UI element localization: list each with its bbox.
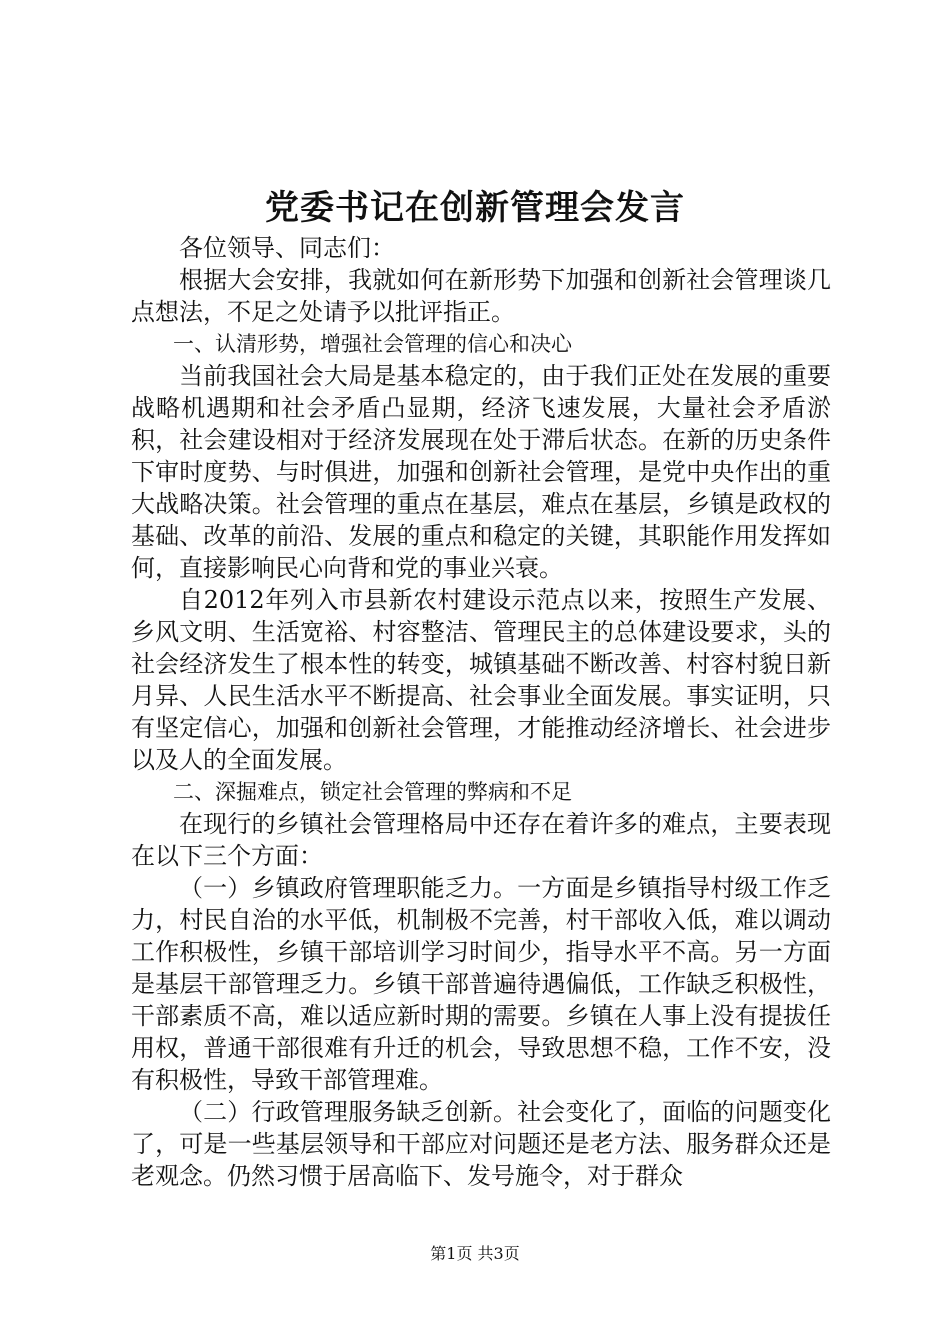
body-paragraph: 自2012年列入市县新农村建设示范点以来，按照生产发展、乡风文明、生活宽裕、村容整洁、管理民主的总体建设要求，头的社会经济发生了根本性的转变，城镇基础不断改善、村容村貌日新月异、人民生活水平不断提高、社会事业全面发展。事实证明，只有坚定信心，加强和创新社会管理，才能推动经济增长、社会进步以及人的全面发展。 — [131, 586, 831, 774]
body-paragraph: （一）乡镇政府管理职能乏力。一方面是乡镇指导村级工作乏力，村民自治的水平低，机制极不完善，村干部收入低，难以调动工作积极性，乡镇干部培训学习时间少，指导水平不高。另一方面是基层干部管理乏力。乡镇干部普遍待遇偏低，工作缺乏积极性，干部素质不高，难以适应新时期的需要。乡镇在人事上没有提拔任用权，普通干部很难有升迁的机会，导致思想不稳，工作不安，没有积极性，导致干部管理难。 — [131, 874, 831, 1094]
salutation: 各位领导、同志们： — [179, 234, 395, 262]
intro-paragraph: 根据大会安排，我就如何在新形势下加强和创新社会管理谈几点想法，不足之处请予以批评指正。 — [131, 266, 831, 326]
section-heading-2: 二、深掘难点，锁定社会管理的弊病和不足 — [173, 780, 572, 804]
document-title: 党委书记在创新管理会发言 — [265, 188, 685, 228]
page-number: 第1页 共3页 — [430, 1244, 520, 1263]
body-paragraph: 在现行的乡镇社会管理格局中还存在着许多的难点，主要表现在以下三个方面： — [131, 810, 831, 870]
section-heading-1: 一、认清形势，增强社会管理的信心和决心 — [173, 332, 572, 356]
body-paragraph: 当前我国社会大局是基本稳定的，由于我们正处在发展的重要战略机遇期和社会矛盾凸显期，经济飞速发展，大量社会矛盾淤积，社会建设相对于经济发展现在处于滞后状态。在新的历史条件下审时度势、与时俱进，加强和创新社会管理，是党中央作出的重大战略决策。社会管理的重点在基层，难点在基层，乡镇是政权的基础、改革的前沿、发展的重点和稳定的关键，其职能作用发挥如何，直接影响民心向背和党的事业兴衰。 — [131, 362, 831, 582]
document-body — [131, 232, 831, 1192]
body-paragraph: （二）行政管理服务缺乏创新。社会变化了，面临的问题变化了，可是一些基层领导和干部应对问题还是老方法、服务群众还是老观念。仍然习惯于居高临下、发号施令，对于群众 — [131, 1098, 831, 1190]
